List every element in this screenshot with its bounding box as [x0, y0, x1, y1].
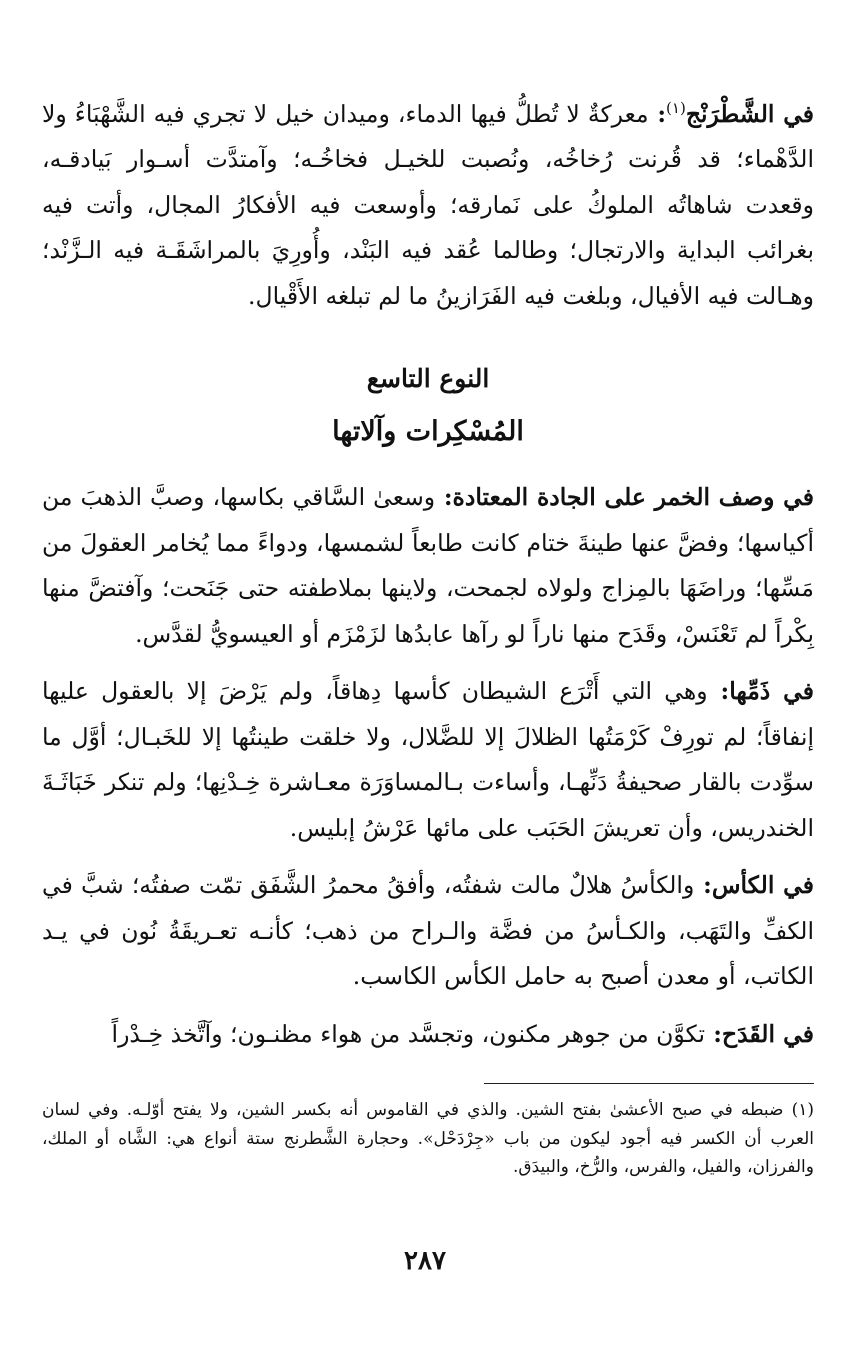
footnote-divider: [484, 1083, 814, 1084]
paragraph-text: تكوَّن من جوهر مكنون، وتجسَّد من هواء مظنـون؛ وآتَّخذ خِـدْراً: [111, 1019, 706, 1048]
paragraph-wine-dispraise: [42, 669, 814, 851]
paragraph-lead: في الشَّطْرَنْج: [685, 99, 815, 128]
paragraph-lead: في الكأس: [711, 871, 814, 900]
paragraph-separator: :: [707, 677, 730, 706]
paragraph-separator: :: [705, 1019, 722, 1048]
footnote-marker[interactable]: (١): [666, 99, 686, 117]
section-title-heading: المُسْكِرات وآلاتها: [332, 416, 524, 448]
paragraph-cup: [42, 863, 814, 1000]
paragraph-separator: :: [648, 99, 667, 128]
paragraph-lead: في القَدَح: [721, 1019, 814, 1048]
footnote-text: (١) ضبطه في صبح الأعشىٰ بفتح الشين. والذي في القاموس أنه بكسر الشين، ولا يفتح أوّلـه. وفي لسان العرب أن الكسر فيه أجود ليكون من باب «جِرْدَحْل». وحجارة الشَّطرنج ستة أنواع هي: الشَّاه أو الملك، والفرزان، والفيل، والفرس، والرُّخ، والبيدَق.: [42, 1100, 814, 1177]
paragraph-chess: [42, 86, 814, 319]
page-number: ٢٨٧: [404, 1246, 446, 1276]
paragraph-separator: :: [694, 871, 712, 900]
paragraph-text: وسعىٰ السَّاقي بكاسها، وصبَّ الذهبَ من أكياسها؛ وفضَّ عنها طينةَ ختام كانت طابعاً لشمسها، ودواءً مما يُخامر العقولَ من مَسِّها؛ وراضَهَا بالمِزاج ولولاه لجمحت، ولاينها بملاطفته حتى جَنَحت؛ وآفتضَّ منها بِكْراً لم تَعْنَسْ، وقَدَح منها ناراً لو رآها عابدُها لزَمْزَم أو العيسويُّ لقدَّس.: [42, 483, 814, 648]
paragraph-wine-description: [42, 475, 814, 657]
paragraph-text: وهي التي أَتْرَع الشيطان كأسها دِهاقاً، ولم يَرْضَ إلا بالعقول عليها إنفاقاً؛ لم تورِفْ كَرْمَتُها الظلالَ إلا للضَّلال، ولا خلقت طينتُها إلا للخَبـال؛ أوَّل ما سوِّدت بالقار صحيفةُ دَنِّهـا، وأساءت بـالمساوَرَة معـاشرة خِـدْنِها؛ ولم تنكر خَبَاثَـةَ الخندريس، وأن تعريشَ الحَبَب على مائها عَرْشُ إبليس.: [42, 677, 814, 842]
paragraph-lead: في ذَمِّها: [729, 677, 814, 706]
paragraph-text: معركةٌ لا تُطلُّ فيها الدماء، وميدان خيل لا تجري فيه الشَّهْبَاءُ ولا الدَّهْماء؛ قد قُرنت رُخاخُه، ونُصبت للخيـل فخاخُـه؛ وآمتدَّت أسـوار بَيادقـه، وقعدت شاهاتُه الملوكُ على نَمارقه؛ وأوسعت فيه الأفكارُ المجال، وأتت فيه بغرائب البداية والارتجال؛ وطالما عُقد فيه البَنْد، وأُورِيَ بالمراشَقَـة فيه الـزَّنْد؛ وهـالت فيه الأفيال، وبلغت فيه الفَرَازينُ ما لم تبلغه الأَقْيال.: [42, 99, 814, 310]
paragraph-lead: في وصف الخمر على الجادة المعتادة: [452, 483, 815, 512]
paragraph-separator: :: [435, 483, 453, 512]
section-kind-heading: النوع التاسع: [366, 364, 490, 394]
paragraph-text: والكأسُ هلالٌ مالت شفتُه، وأفقُ محمرُ الشَّفَق تمّت صفتُه؛ شبَّ في الكفِّ والتَهَب، والكـأسُ من فضَّة والـراح من ذهب؛ كأنـه تعـريقَةُ نُون في يـد الكاتب، أو معدن أصبح به حامل الكأس الكاسب.: [42, 871, 814, 991]
paragraph-goblet: [42, 1012, 814, 1058]
